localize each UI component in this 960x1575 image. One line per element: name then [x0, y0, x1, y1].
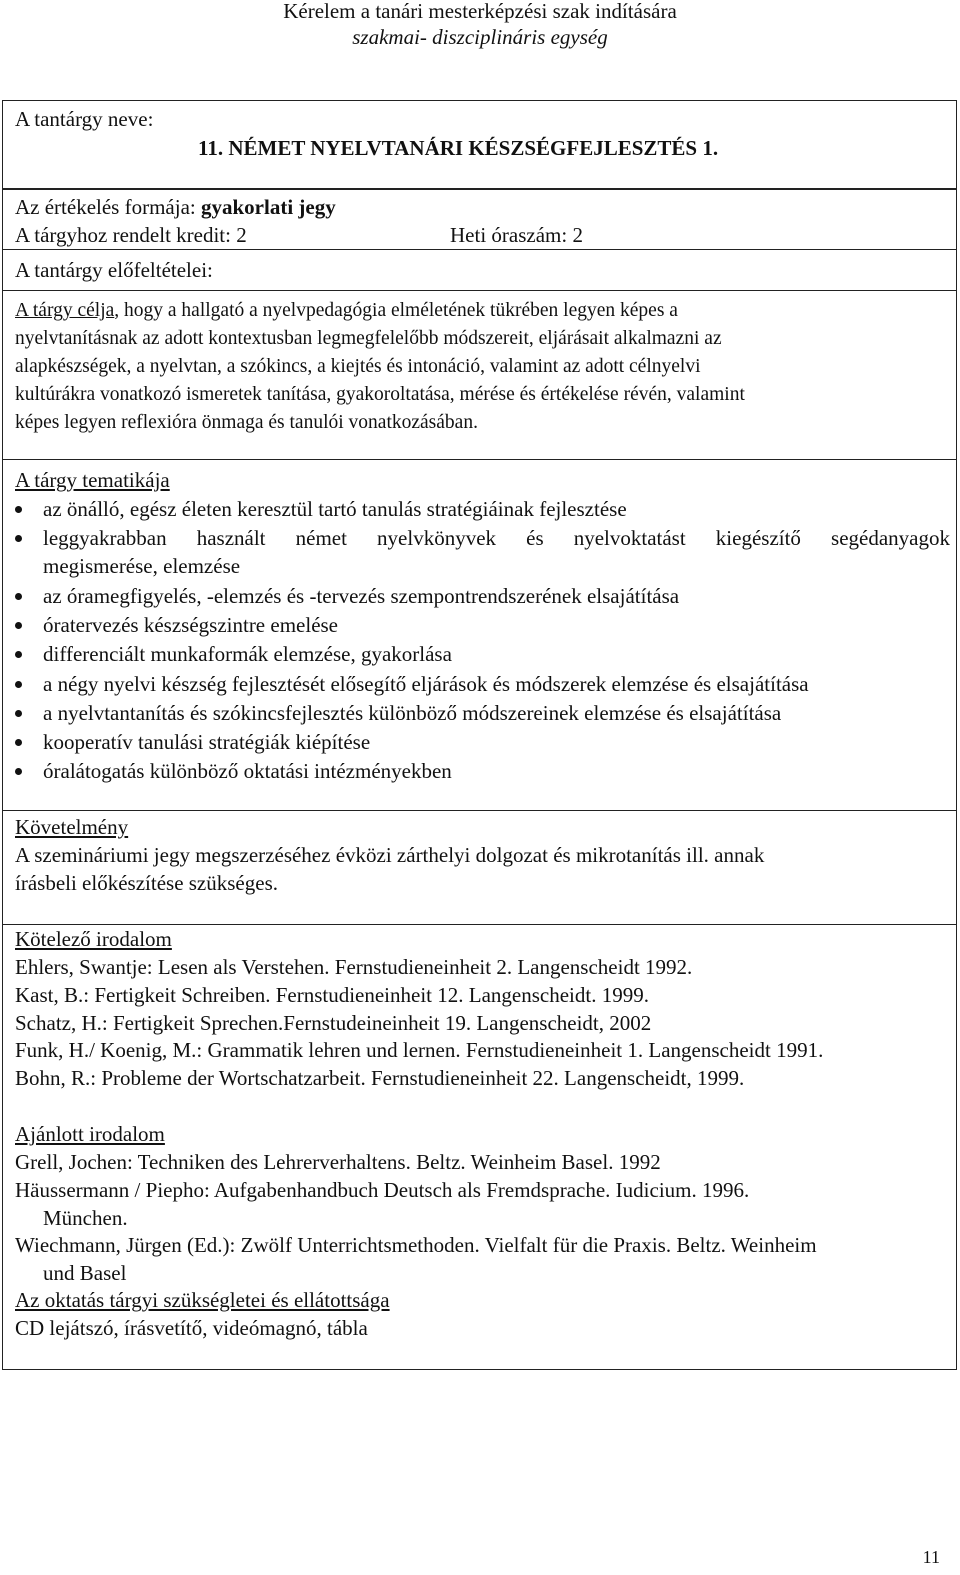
literature-item: Kast, B.: Fertigkeit Schreiben. Fernstudieneinheit 12. Langenscheidt. 1999.	[15, 983, 649, 1007]
literature-section	[2, 924, 957, 1370]
bullet-icon	[15, 651, 22, 658]
goal-section	[2, 290, 957, 460]
literature-item: Grell, Jochen: Techniken des Lehrerverhaltens. Beltz. Weinheim Basel. 1992	[15, 1150, 661, 1174]
hours-value: 2	[572, 223, 583, 247]
hours-row	[450, 221, 583, 249]
recommended-literature-label: Ajánlott irodalom	[15, 1122, 165, 1146]
bullet-icon	[15, 681, 22, 688]
literature-item: Bohn, R.: Probleme der Wortschatzarbeit. Fernstudieneinheit 22. Langenscheidt, 1999.	[15, 1066, 745, 1090]
needs-value: CD lejátszó, írásvetítő, videómagnó, tábla	[15, 1316, 368, 1340]
goal-line-1: A tárgy célja, hogy a hallgató a nyelvpedagógia elméletének tükrében legyen képes a	[15, 300, 678, 321]
mandatory-literature-label: Kötelező irodalom	[15, 927, 172, 951]
literature-item-continuation: und Basel	[43, 1261, 127, 1285]
document-header-title: Kérelem a tanári mesterképzési szak indítására	[283, 0, 677, 23]
document-header-subtitle: szakmai- diszciplináris egység	[352, 25, 608, 49]
prerequisites-section	[2, 249, 957, 291]
bullet-icon	[15, 739, 22, 746]
evaluation-value: gyakorlati jegy	[201, 195, 336, 219]
goal-line-3: alapkészségek, a nyelvtan, a szókincs, a kiejtés és intonáció, valamint az adott célnyelvi	[15, 356, 701, 377]
topics-label: A tárgy tematikája	[15, 468, 170, 492]
requirement-line-1: A szemináriumi jegy megszerzéséhez évközi zárthelyi dolgozat és mikrotanítás ill. annak	[15, 843, 765, 867]
bullet-icon	[15, 710, 22, 717]
bullet-icon	[15, 768, 22, 775]
goal-line-5: képes legyen reflexióra önmaga és tanulói vonatkozásában.	[15, 412, 478, 433]
literature-item: Schatz, H.: Fertigkeit Sprechen.Fernstudeineinheit 19. Langenscheidt, 2002	[15, 1011, 652, 1035]
course-name: 11. NÉMET NYELVTANÁRI KÉSZSÉGFEJLESZTÉS 1.	[198, 136, 719, 160]
literature-item-continuation: München.	[43, 1206, 128, 1230]
bullet-icon	[15, 506, 22, 513]
evaluation-section	[2, 188, 957, 250]
hours-label: Heti óraszám:	[450, 223, 568, 247]
literature-item: Funk, H./ Koenig, M.: Grammatik lehren und lernen. Fernstudieneinheit 1. Langenscheidt 1991.	[15, 1038, 824, 1062]
literature-item: Wiechmann, Jürgen (Ed.): Zwölf Unterrichtsmethoden. Vielfalt für die Praxis. Beltz. Weinheim	[15, 1233, 817, 1257]
bullet-icon	[15, 535, 22, 542]
evaluation-label: Az értékelés formája:	[15, 195, 196, 219]
evaluation-row	[15, 193, 336, 221]
requirement-section	[2, 810, 957, 925]
page-number: 11	[922, 1547, 940, 1567]
bullet-icon	[15, 622, 22, 629]
literature-item: Ehlers, Swantje: Lesen als Verstehen. Fernstudieneinheit 2. Langenscheidt 1992.	[15, 955, 693, 979]
credit-value: 2	[236, 223, 247, 247]
requirement-line-2: írásbeli előkészítése szükséges.	[15, 871, 278, 895]
topics-section: A tárgy tematikája az önálló, egész életen keresztül tartó tanulás stratégiáinak fejlesztése leggyakrabban használt német nyelvkönyvek és nyelvoktatást kiegészítő segédanyagok megismerése, elemzése az óramegfigyelés, -elemzés és -tervezés szempontrendszerének elsajátítása óratervezés készségszintre emelése differenciált munkaformák elemzése, gyakorlása a négy nyelvi készség fejlesztését elősegítő eljárások és módszerek elemzése és elsajátítása a nyelvtantanítás és szókincsfejlesztés különböző módszereinek elemzése és elsajátítása kooperatív tanulási stratégiák kiépítése óralátogatás különböző oktatási intézményekben	[2, 459, 957, 811]
prerequisites-label: A tantárgy előfeltételei:	[15, 258, 213, 282]
bullet-icon	[15, 593, 22, 600]
goal-line-2: nyelvtanításnak az adott kontextusban legmegfelelőbb módszereit, eljárásait alkalmazni az	[15, 328, 722, 349]
credit-label: A tárgyhoz rendelt kredit:	[15, 223, 231, 247]
needs-label: Az oktatás tárgyi szükségletei és ellátottsága	[15, 1288, 390, 1312]
literature-item: Häussermann / Piepho: Aufgabenhandbuch Deutsch als Fremdsprache. Iudicium. 1996.	[15, 1178, 750, 1202]
course-name-section	[2, 100, 957, 190]
requirement-label: Követelmény	[15, 815, 129, 839]
course-name-label: A tantárgy neve:	[15, 107, 154, 131]
goal-line-4: kultúrákra vonatkozó ismeretek tanítása, gyakoroltatása, mérése és értékelése révén, valamint	[15, 384, 745, 405]
credit-row	[15, 221, 247, 249]
goal-label: A tárgy célja	[15, 300, 115, 321]
